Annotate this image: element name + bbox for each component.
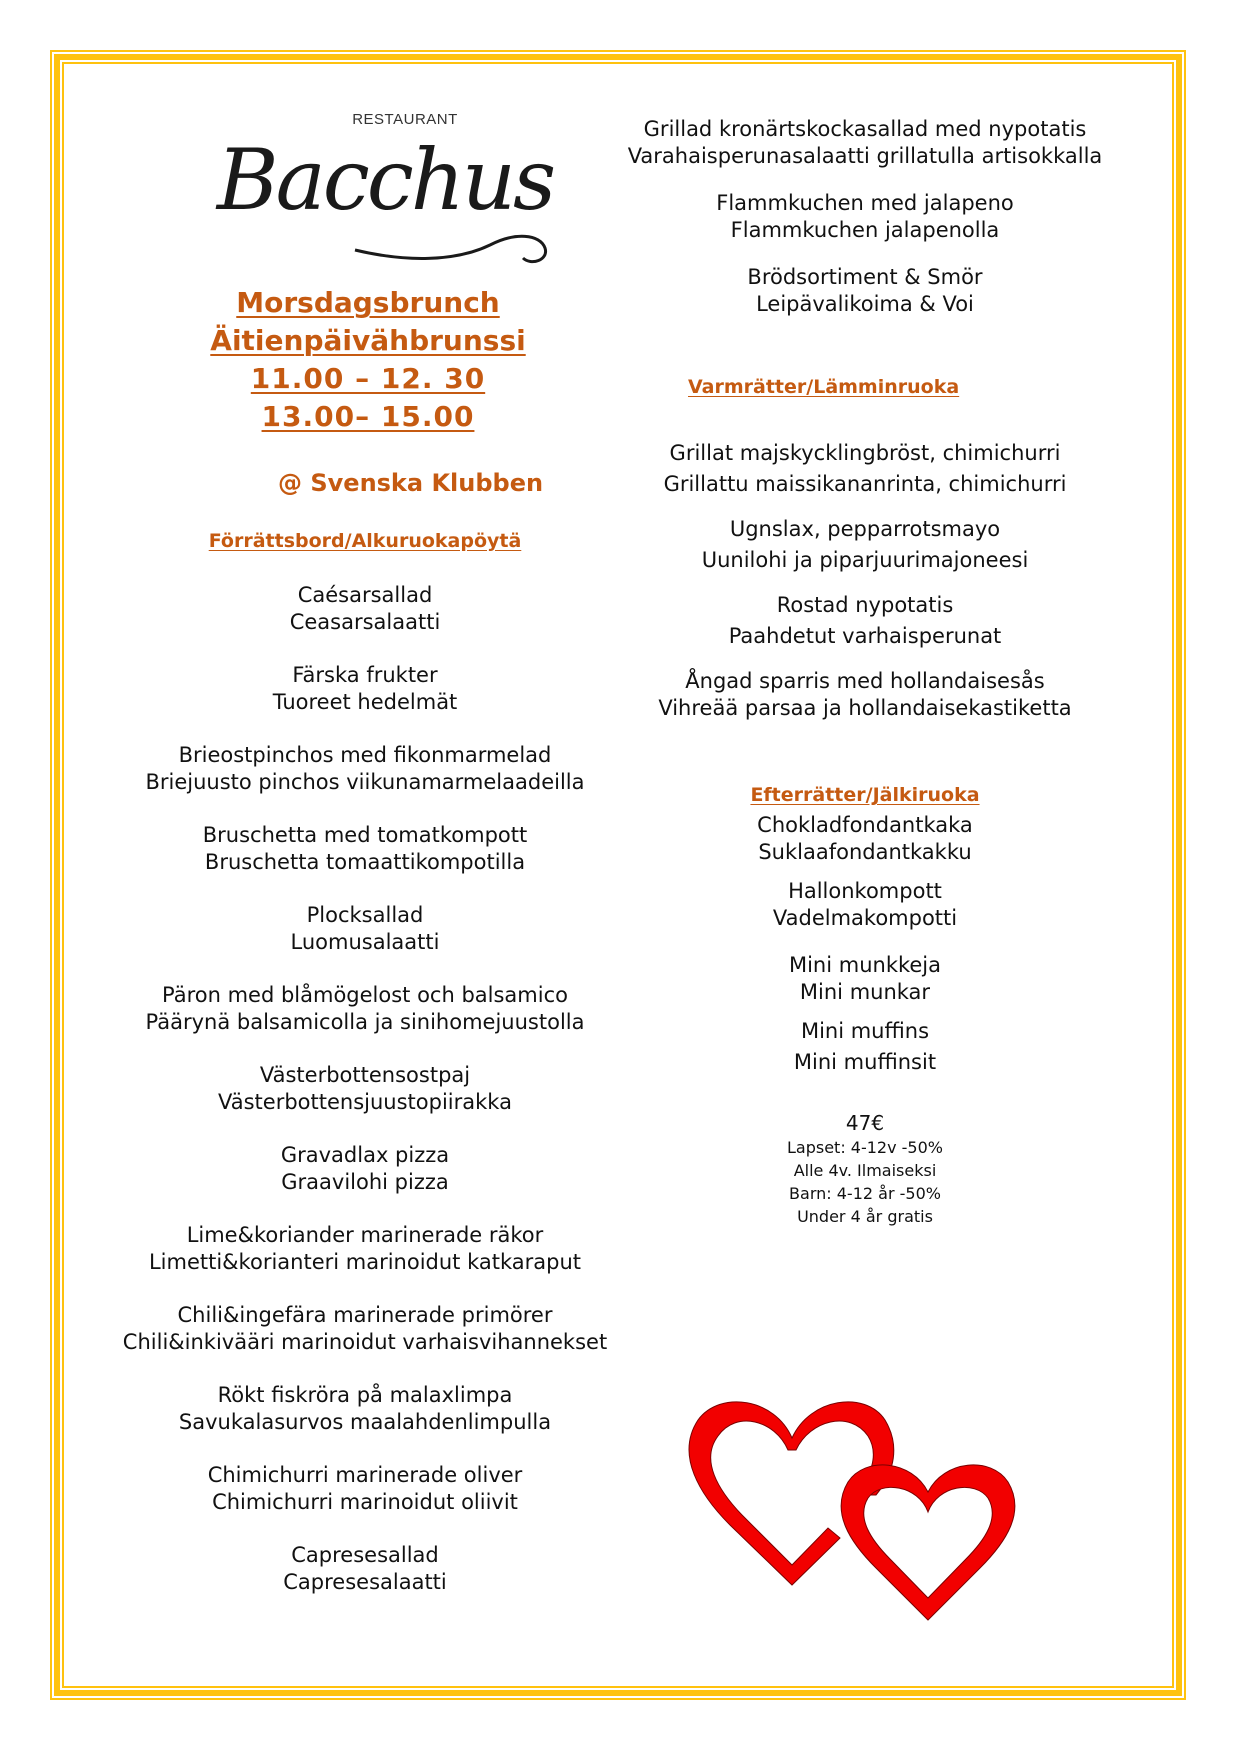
menu-item-fi: Graavilohi pizza <box>281 1170 449 1194</box>
menu-item-sv: Västerbottensostpaj <box>259 1063 471 1087</box>
title-swedish: Morsdagsbrunch <box>236 286 500 319</box>
menu-item-sv: Lime&koriander marinerade räkor <box>186 1223 544 1247</box>
menu-item <box>110 742 620 796</box>
menu-item-sv: Capresesallad <box>291 1543 439 1567</box>
menu-item <box>615 812 1115 866</box>
menu-item-sv: Brieostpinchos med fikonmarmelad <box>178 743 552 767</box>
menu-item <box>110 1382 620 1436</box>
menu-item-sv: Chimichurri marinerade oliver <box>207 1463 523 1487</box>
menu-item-fi: Ceasarsalaatti <box>289 610 441 634</box>
menu-item <box>110 662 620 716</box>
menu-item <box>615 440 1115 498</box>
starters-heading: Förrättsbord/Alkuruokapöytä <box>208 530 522 552</box>
heart-right-icon <box>841 1465 1015 1620</box>
menu-item <box>110 1462 620 1516</box>
menu-item <box>615 516 1115 574</box>
starters-list <box>110 528 620 1596</box>
menu-item-fi: Grillattu maissikananrinta, chimichurri <box>663 472 1067 496</box>
menu-item-fi: Mini muffinsit <box>793 1050 937 1074</box>
menu-item-fi: Chimichurri marinoidut oliivit <box>212 1490 518 1514</box>
menu-item-sv: Grillad kronärtskockasallad med nypotatis <box>643 117 1087 141</box>
menu-item-sv: Ugnslax, pepparrotsmayo <box>729 517 1001 541</box>
menu-item <box>615 190 1115 244</box>
double-heart-icon <box>680 1380 1020 1630</box>
menu-item-sv: Chokladfondantkaka <box>757 813 973 837</box>
menu-item-fi: Leipävalikoima & Voi <box>756 292 974 316</box>
menu-item <box>110 582 620 636</box>
menu-item <box>615 668 1115 722</box>
menu-item-sv: Plocksallad <box>306 903 424 927</box>
menu-item-sv: Rostad nypotatis <box>776 593 954 617</box>
menu-item-fi: Tuoreet hedelmät <box>272 690 458 714</box>
menu-item <box>615 264 1115 318</box>
price-note: Under 4 år gratis <box>797 1207 933 1226</box>
menu-item <box>615 952 1115 1006</box>
menu-item <box>110 1142 620 1196</box>
price-note: Lapset: 4-12v -50% <box>786 1138 943 1157</box>
menu-item <box>110 1542 620 1596</box>
menu-item-fi: Chili&inkivääri marinoidut varhaisvihannekset <box>122 1330 608 1354</box>
menu-item-sv: Gravadlax pizza <box>280 1143 450 1167</box>
menu-item-sv: Mini muffins <box>800 1019 930 1043</box>
menu-item-fi: Savukalasurvos maalahdenlimpulla <box>178 1410 552 1434</box>
price-note: Barn: 4-12 år -50% <box>789 1184 941 1203</box>
menu-item-sv: Päron med blåmögelost och balsamico <box>161 983 568 1007</box>
menu-item-fi: Paahdetut varhaisperunat <box>728 624 1002 648</box>
desserts-heading: Efterrätter/Jälkiruoka <box>750 784 980 806</box>
menu-item-sv: Rökt fiskröra på malaxlimpa <box>217 1383 513 1407</box>
menu-item-sv: Chili&ingefära marinerade primörer <box>177 1303 553 1327</box>
logo-restaurant-label: RESTAURANT <box>352 111 458 128</box>
menu-item-sv: Brödsortiment & Smör <box>747 265 983 289</box>
menu-item-sv: Flammkuchen med jalapeno <box>716 191 1014 215</box>
menu-item-fi: Suklaafondantkakku <box>758 840 972 864</box>
menu-item-sv: Grillat majskycklingbröst, chimichurri <box>669 441 1061 465</box>
menu-item <box>110 1222 620 1276</box>
price-adult: 47€ <box>845 1111 885 1135</box>
menu-item-sv: Ångad sparris med hollandaisesås <box>685 669 1045 693</box>
menu-item-fi: Luomusalaatti <box>290 930 440 954</box>
price-note: Alle 4v. Ilmaiseksi <box>793 1161 937 1180</box>
menu-item-fi: Flammkuchen jalapenolla <box>730 218 1000 242</box>
restaurant-logo <box>205 110 565 270</box>
menu-item-sv: Mini munkkeja <box>788 953 942 977</box>
menu-item-fi: Mini munkar <box>799 980 931 1004</box>
menu-item-fi: Päärynä balsamicolla ja sinihomejuustolla <box>145 1010 585 1034</box>
menu-item-fi: Bruschetta tomaattikompotilla <box>204 850 526 874</box>
menu-item-fi: Vihreää parsaa ja hollandaisekastiketta <box>658 696 1072 720</box>
logo-bacchus-wordmark: Bacchus <box>216 131 554 229</box>
menu-item-sv: Färska frukter <box>292 663 438 687</box>
pricing-block <box>615 1110 1115 1228</box>
menu-item <box>110 902 620 956</box>
venue-label: @ Svenska Klubben <box>278 469 544 497</box>
menu-item <box>615 1018 1115 1076</box>
menu-item <box>110 1062 620 1116</box>
menu-item-sv: Hallonkompott <box>788 879 942 903</box>
menu-item-fi: Limetti&korianteri marinoidut katkaraput <box>148 1250 582 1274</box>
menu-item-fi: Capresesalaatti <box>283 1570 447 1594</box>
right-column <box>615 116 1115 1228</box>
menu-item-fi: Vadelmakompotti <box>772 906 958 930</box>
mains-heading: Varmrätter/Lämminruoka <box>688 376 960 398</box>
title-finnish: Äitienpäivähbrunssi <box>210 324 526 357</box>
menu-item <box>110 982 620 1036</box>
menu-item <box>615 878 1115 932</box>
menu-item-fi: Västerbottensjuustopiirakka <box>218 1090 512 1114</box>
menu-item-fi: Briejuusto pinchos viikunamarmelaadeilla <box>145 770 585 794</box>
menu-item <box>615 116 1115 170</box>
menu-item-fi: Uunilohi ja piparjuurimajoneesi <box>701 548 1029 572</box>
time-slot-2: 13.00– 15.00 <box>261 400 475 433</box>
menu-item <box>110 1302 620 1356</box>
menu-item <box>615 592 1115 650</box>
menu-item-fi: Varahaisperunasalaatti grillatulla artisokkalla <box>627 144 1103 168</box>
menu-item <box>110 822 620 876</box>
time-slot-1: 11.00 – 12. 30 <box>250 362 486 395</box>
menu-item-sv: Caésarsallad <box>297 583 433 607</box>
menu-item-sv: Bruschetta med tomatkompott <box>202 823 528 847</box>
brunch-title <box>168 284 568 436</box>
